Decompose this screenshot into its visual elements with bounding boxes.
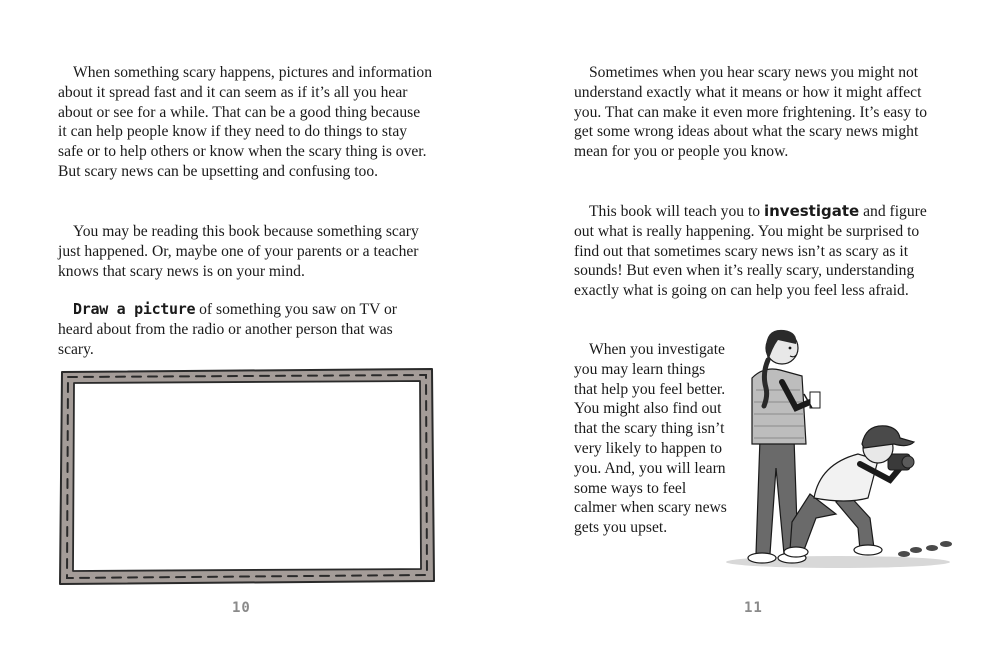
instruction-bold-lead: Draw a picture <box>73 300 196 318</box>
right-page <box>500 0 1000 647</box>
intro-paragraph: When something scary happens, pictures and information about it spread fast and it can seem as if it’s all you hear about or see for a while. That can be a good thing because it can help people know if they need to do things to stay safe or to help others or know when the scary thing is over. But scary news can be upsetting and confusing too. <box>58 64 432 180</box>
benefits-paragraph: When you investigate you may learn things that help you feel better. You might also find out that the scary thing isn’t very likely to happen to you. And, you will learn some ways to feel calmer when scary news gets you upset. <box>574 341 727 537</box>
drawing-frame[interactable] <box>56 365 438 587</box>
investigate-paragraph <box>574 202 942 301</box>
drawing-instruction <box>58 300 432 359</box>
confusion-paragraph: Sometimes when you hear scary news you might not understand exactly what it means or how it might affect you. That can make it even more frightening. It’s easy to get some wrong ideas about what the scary news might mean for you or people you know. <box>574 64 928 161</box>
reason-paragraph: You may be reading this book because something scary just happened. Or, maybe one of your parents or a teacher knows that scary news is on your mind. <box>58 223 419 280</box>
page-number-left: 10 <box>232 600 251 616</box>
page-number-right: 11 <box>744 600 763 616</box>
kids-investigating-illustration <box>718 318 960 574</box>
instruction-text: of something you saw on TV or heard about from the radio or another person that was scary. <box>58 301 397 358</box>
investigate-text-start: This book will teach you to <box>589 203 764 220</box>
investigate-text-rest: and figure out what is really happening. You might be surprised to find out that sometimes scary news isn’t as scary as it sounds! But even when it’s really scary, understanding exactly what is going on can help you feel less afraid. <box>574 203 927 300</box>
investigate-keyword: investigate <box>763 202 860 220</box>
